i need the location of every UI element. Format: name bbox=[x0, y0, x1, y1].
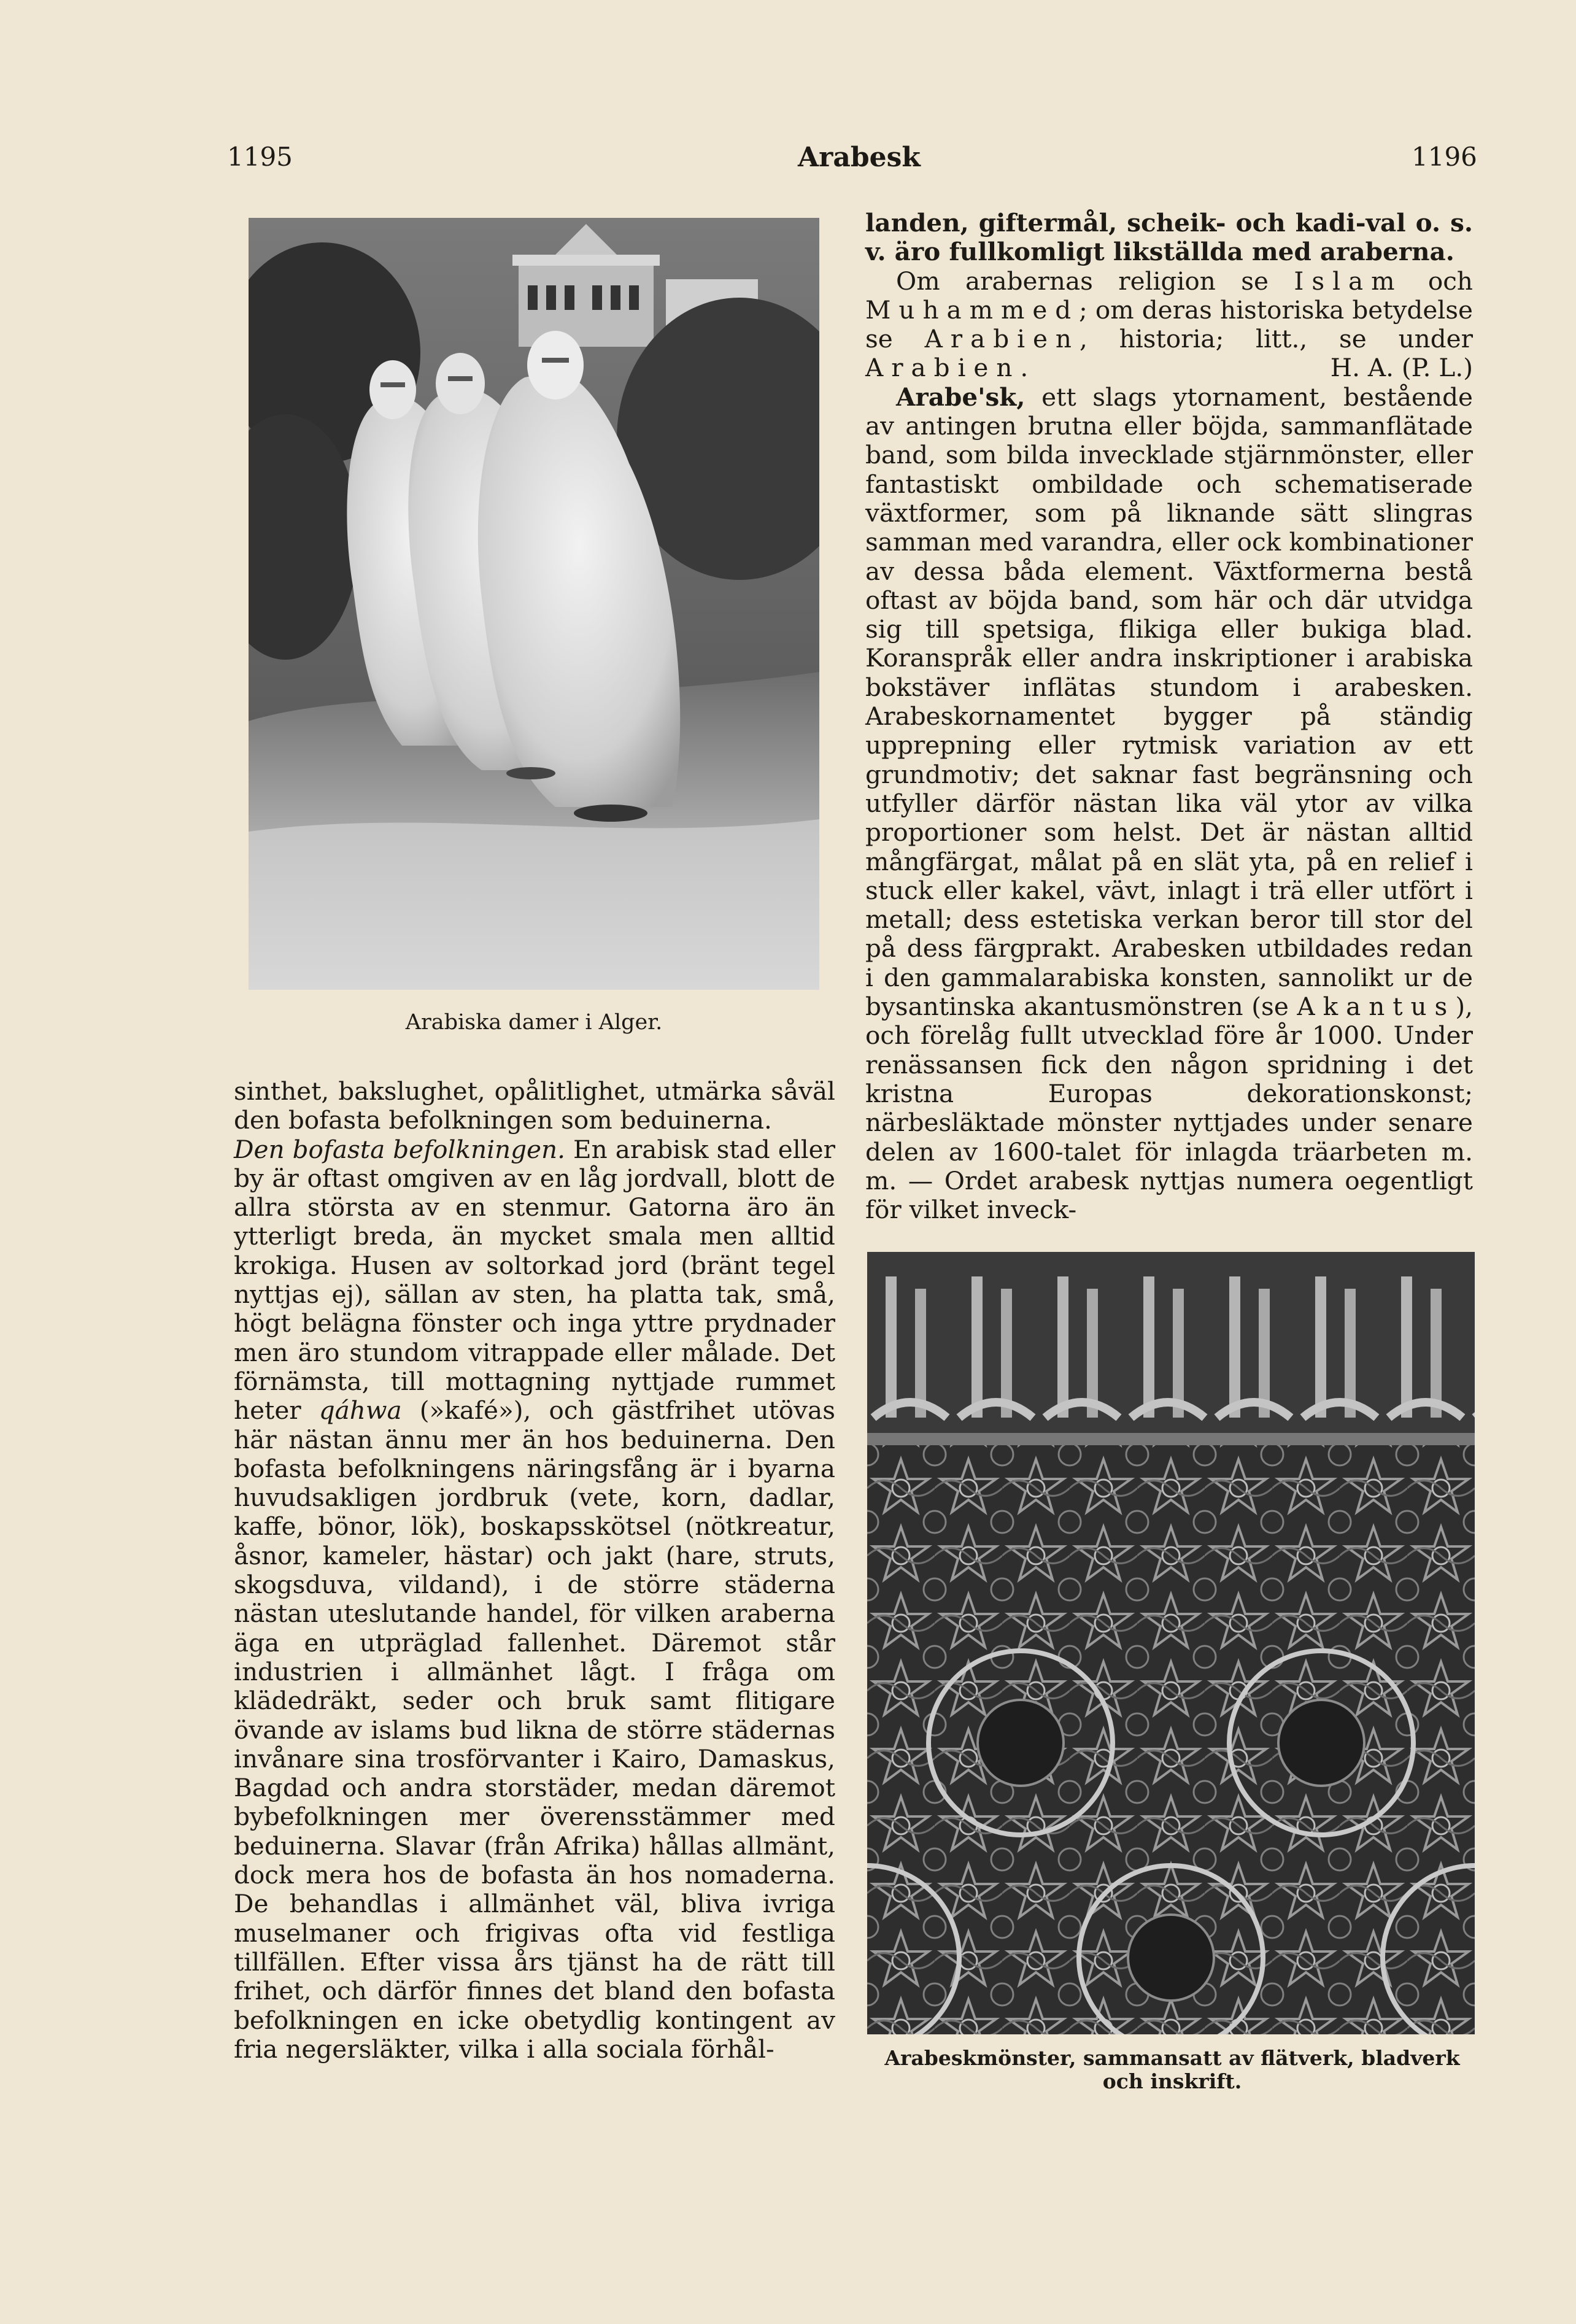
section-heading-bofasta: Den bofasta befolkningen. bbox=[234, 1134, 565, 1164]
page-title: Arabesk bbox=[798, 142, 921, 173]
photo2-caption bbox=[856, 2047, 1488, 2093]
xref-islam: Islam bbox=[1294, 266, 1403, 296]
entry-term-arabesk: Arabe'sk, bbox=[896, 382, 1026, 412]
right-column bbox=[865, 209, 1473, 1227]
photo-arabesque-pattern bbox=[867, 1252, 1475, 2034]
xref-arabien-1: Arabien bbox=[924, 324, 1080, 354]
photo-arab-women bbox=[249, 218, 819, 990]
xref-akantus: Akantus bbox=[1297, 992, 1456, 1022]
left-p2-part2: (»kafé»), och gästfrihet utövas här nästan ännu mer än hos beduinerna. Den bofasta befolkningens näringsfång är i byarna huvudsakligen jordbruk (vete, korn, dadlar, kaffe, bönor, lök), boskapsskötsel (nötkreatur, åsnor, kameler, hästar) och jakt (hare, struts, skogsduva, vildand), i de större städerna nästan uteslutande handel, för vilken araberna äga en utpräglad fallenhet. Däremot står industrien i allmänhet lågt. I fråga om klädedräkt, seder och bruk samt flitigare övande av islams bud likna de större städernas invånare sina trosförvanter i Kairo, Damaskus, Bagdad och andra storstäder, medan däremot bybefolkningen mer överensstämmer med beduinerna. Slavar (från Afrika) hållas allmänt, dock mera hos de bofasta än hos nomaderna. De behandlas i allmänhet väl, bliva ivriga muselmaner och frigivas ofta vid festliga tillfällen. Efter vissa års tjänst ha de rätt till frihet, och därför finnes det bland den bofasta befolkningen en icke obetydlig kontingent av fria negersläkter, vilka i alla sociala förhål- bbox=[234, 1396, 835, 2064]
right-p2-part3: ; om deras historiska betydelse se bbox=[865, 295, 1473, 354]
right-p3-part1: ett slags ytornament, bestående av antingen brutna eller böjda, sammanflätade band, som bilda invecklade stjärnmönster, eller fantastiskt ombildade och schematiserade växtformer, som på liknande sätt slingras samman med varandra, eller ock kombinationer av dessa båda element. Växtformerna bestå oftast av böjda band, som här och där utvidga sig till spetsiga, flikiga eller bukiga blad. Koranspråk eller andra inskriptioner i arabiska bokstäver inflätas stundom i arabesken. Arabeskornamentet bygger på ständig upprepning eller rytmisk variation av ett grundmotiv; det saknar fast begränsning och utfyller därför nästan lika väl ytor av vilka proportioner som helst. Det är nästan alltid mångfärgat, målat på en slät yta, på en relief i stuck eller kakel, vävt, inlagt i trä eller utfört i metall; dess estetiska verkan beror till stor del på dess färgprakt. Arabesken utbildades redan i den gammalarabiska konsten, sannolikt ur de bysantinska akantusmönstren (se bbox=[865, 382, 1473, 1022]
right-page-number: 1196 bbox=[1412, 142, 1477, 172]
left-p2-part1: En arabisk stad eller by är oftast omgiven av en låg jordvall, blott de allra största av en stenmur. Gatorna äro än ytterligt breda, än mycket smala men alltid krokiga. Husen av soltorkad jord (bränt tegel nyttjas ej), sällan av sten, ha platta tak, små, högt belägna fönster och inga yttre prydnader men äro stundom vitrappade eller målade. Det förnämsta, till mottagning nyttjade rummet heter bbox=[234, 1134, 835, 1426]
left-column bbox=[234, 1077, 835, 2142]
xref-arabien-2: Arabien bbox=[865, 353, 1021, 383]
term-qahwa: qáhwa bbox=[319, 1396, 402, 1426]
left-page-number: 1195 bbox=[227, 142, 293, 172]
author-signature: H. A. (P. L.) bbox=[1330, 353, 1473, 383]
photo2-caption-line2: och inskrift. bbox=[1102, 2069, 1242, 2093]
photo2-caption-line1: Arabeskmönster, sammansatt av flätverk, bladverk bbox=[884, 2046, 1460, 2070]
xref-muhammed: Muhammed bbox=[865, 295, 1080, 325]
right-p2-part5: . bbox=[1020, 353, 1029, 383]
right-p2-part4: , historia; litt., se under bbox=[1079, 324, 1473, 354]
right-p3-part2: ), och förelåg fullt utvecklad före år 1000. Under renässansen fick den någon spridning i det kristna Europas dekorationskonst; närbesläktade mönster nyttjades under senare delen av 1600-talet för inlagda träarbeten m. m. — Ordet arabesk nyttjas numera oegentligt för vilket inveck- bbox=[865, 992, 1473, 1225]
right-p2-part2: och bbox=[1402, 266, 1473, 296]
right-p1: landen, giftermål, scheik- och kadi-val o. s. v. äro fullkomligt likställda med araberna. bbox=[865, 208, 1473, 267]
photo1-caption: Arabiska damer i Alger. bbox=[405, 1010, 663, 1035]
right-p2-part1: Om arabernas religion se bbox=[896, 266, 1294, 296]
left-p1: sinthet, bakslughet, opålitlighet, utmärka såväl den bofasta befolkningen som beduinerna. bbox=[234, 1076, 835, 1135]
